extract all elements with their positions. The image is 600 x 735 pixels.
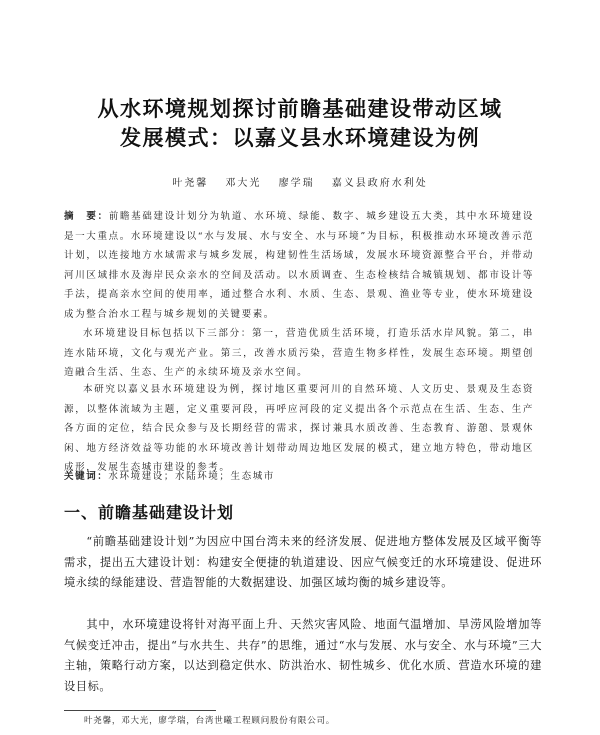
section-heading: 一、前瞻基础建设计划: [64, 503, 235, 522]
author-affiliation: 嘉义县政府水利处: [331, 178, 428, 189]
abstract-text-1: 前瞻基础建设计划分为轨道、水环境、绿能、数字、城乡建设五大类，其中水环境建设是一大重点。水环境建设以“水与发展、水与安全、水与环境”为目标，积极推动水环境改善示范计划，以连接地方水域需求与城乡发展，构建韧性生活场域，发展水环境资源整合平台，并带动河川区域排水及海岸民众亲水的空间及活动。以水质调查、生态检核结合城镇规划、都市设计等手法，提高亲水空间的使用率，通过整合水利、水质、生态、景观、渔业等专业，使水环境建设成为整合治水工程与城乡规划的关键要素。: [64, 211, 534, 320]
abstract-paragraph-1: [64, 207, 534, 324]
keywords: [64, 467, 534, 487]
footnote: 叶尧馨，邓大光，廖学瑞，台湾世曦工程顾问股份有限公司。: [84, 716, 336, 726]
keywords-label: 关键词：: [64, 471, 109, 482]
keywords-text: 水环境建设；水陆环境；生态城市: [108, 471, 275, 482]
abstract-label: 摘 要：: [64, 211, 109, 222]
author-3: 廖学瑞: [278, 178, 315, 189]
author-2: 邓大光: [225, 178, 262, 189]
body-paragraph-2: 其中，水环境建设将针对海平面上升、天然灾害风险、地面气温增加、旱涝风险增加等气候变迁冲击，提出“与水共生、共存”的思维，通过“水与发展、水与安全、水与环境”三大主轴，策略行动方案，以达到稳定供水、防洪治水、韧性城乡、优化水质、营造水环境的建设目标。: [64, 618, 542, 693]
body-paragraph-1: “前瞻基础建设计划”为因应中国台湾未来的经济发展、促进地方整体发展及区域平衡等需求，提出五大建设计划：构建安全便捷的轨道建设、因应气候变迁的水环境建设、促进环境永续的绿能建设、营造智能的大数据建设、加强区域均衡的城乡建设等。: [64, 535, 542, 589]
footnote-divider: [64, 710, 216, 711]
author-1: 叶尧馨: [172, 178, 209, 189]
abstract-paragraph-2: 水环境建设目标包括以下三部分：第一，营造优质生活环境，打造乐活水岸风貌。第二，串连水陆环境，文化与观光产业。第三，改善水质污染，营造生物多样性，发展生态环境。期望创造融合生活、生态、生产的永续环境及亲水空间。: [64, 328, 534, 378]
paper-title-line-1: 从水环境规划探讨前瞻基础建设带动区域: [97, 97, 503, 121]
paper-title-line-2: 发展模式：以嘉义县水环境建设为例: [120, 126, 480, 150]
abstract-paragraph-3: 本研究以嘉义县水环境建设为例，探讨地区重要河川的自然环境、人文历史、景观及生态资源，以整体流域为主题，定义重要河段，再呼应河段的定义提出各个示范点在生活、生态、生产各方面的定位，结合民众参与及长期经营的需求，探讨兼具水质改善、生态教育、游憩、景观休闲、地方经济效益等功能的水环境改善计划带动周边地区发展的模式，建立地方特色，带动地区成形，发展生态城市建设的参考。: [64, 384, 534, 473]
author-line: [0, 174, 600, 189]
